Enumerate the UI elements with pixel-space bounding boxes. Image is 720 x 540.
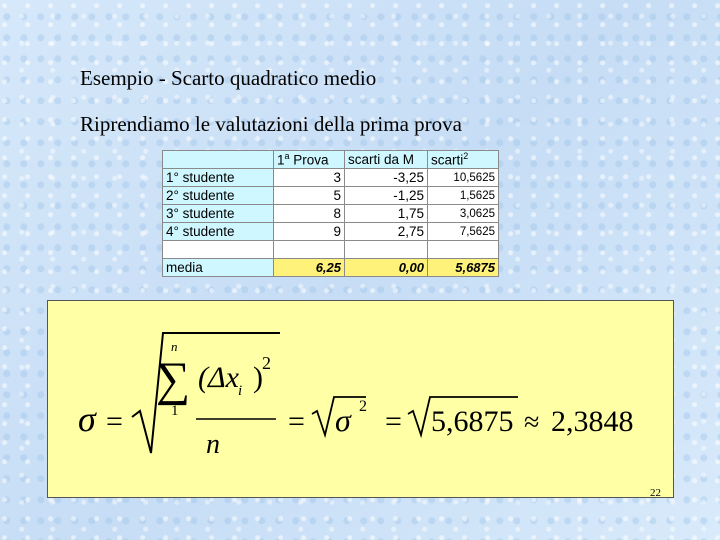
- squared-deviation-cell: 7,5625: [428, 223, 499, 241]
- score-cell: 5: [274, 187, 345, 205]
- sigma-in-root: σ: [335, 402, 351, 438]
- table-header-row: [163, 151, 499, 169]
- total-label-cell: media: [163, 259, 274, 277]
- exponent-2: 2: [262, 353, 271, 373]
- equals-sign-3: =: [385, 405, 402, 438]
- header-cell-scarti: scarti da M: [345, 151, 428, 169]
- student-cell: 4° studente: [163, 223, 274, 241]
- score-cell: 9: [274, 223, 345, 241]
- spacer-cell: [274, 241, 345, 259]
- deviation-cell: -1,25: [345, 187, 428, 205]
- table-row: [163, 187, 499, 205]
- header-cell: [163, 151, 274, 169]
- squared-deviation-cell: 1,5625: [428, 187, 499, 205]
- close-paren: ): [253, 361, 263, 394]
- table-row: [163, 205, 499, 223]
- mean-score-cell: 6,25: [274, 259, 345, 277]
- header-cell-prova: 1$^a$ Prova: [274, 151, 345, 169]
- spacer-cell: [345, 241, 428, 259]
- slide-title: Esempio - Scarto quadratico medio: [80, 66, 377, 90]
- student-cell: 2° studente: [163, 187, 274, 205]
- header-cell-scarti-sq: scarti$^2$: [428, 151, 499, 169]
- scores-table: [162, 150, 499, 277]
- denominator-n: n: [206, 429, 220, 460]
- deviation-cell: -3,25: [345, 169, 428, 187]
- delta-x-term: (Δx: [198, 361, 239, 394]
- result-value: 2,3848: [551, 405, 634, 438]
- equals-sign: =: [106, 405, 123, 438]
- score-cell: 3: [274, 169, 345, 187]
- spacer-cell: [428, 241, 499, 259]
- equals-sign-2: =: [288, 405, 305, 438]
- student-cell: 3° studente: [163, 205, 274, 223]
- score-cell: 8: [274, 205, 345, 223]
- squared-deviation-cell: 3,0625: [428, 205, 499, 223]
- approx-sign: ≈: [524, 407, 540, 438]
- sum-lower-limit: 1: [171, 403, 179, 419]
- variance-cell: 5,6875: [428, 259, 499, 277]
- deviation-cell: 1,75: [345, 205, 428, 223]
- deviation-cell: 2,75: [345, 223, 428, 241]
- table-row: [163, 223, 499, 241]
- subscript-i: i: [238, 383, 243, 399]
- spacer-cell: [163, 241, 274, 259]
- page-number: 22: [650, 487, 661, 499]
- sum-upper-limit: n: [171, 339, 178, 354]
- sigma-symbol: σ: [78, 399, 96, 439]
- table-row: [163, 169, 499, 187]
- sigma-exponent-2: 2: [359, 398, 367, 415]
- squared-deviation-cell: 10,5625: [428, 169, 499, 187]
- formula-box: [47, 300, 674, 498]
- variance-value: 5,6875: [431, 405, 514, 438]
- student-cell: 1° studente: [163, 169, 274, 187]
- summation-symbol: ∑: [156, 353, 191, 406]
- standard-deviation-formula: [48, 301, 673, 497]
- mean-deviation-cell: 0,00: [345, 259, 428, 277]
- table-spacer-row: [163, 241, 499, 259]
- table-total-row: [163, 259, 499, 277]
- slide-subtitle: Riprendiamo le valutazioni della prima prova: [80, 112, 462, 136]
